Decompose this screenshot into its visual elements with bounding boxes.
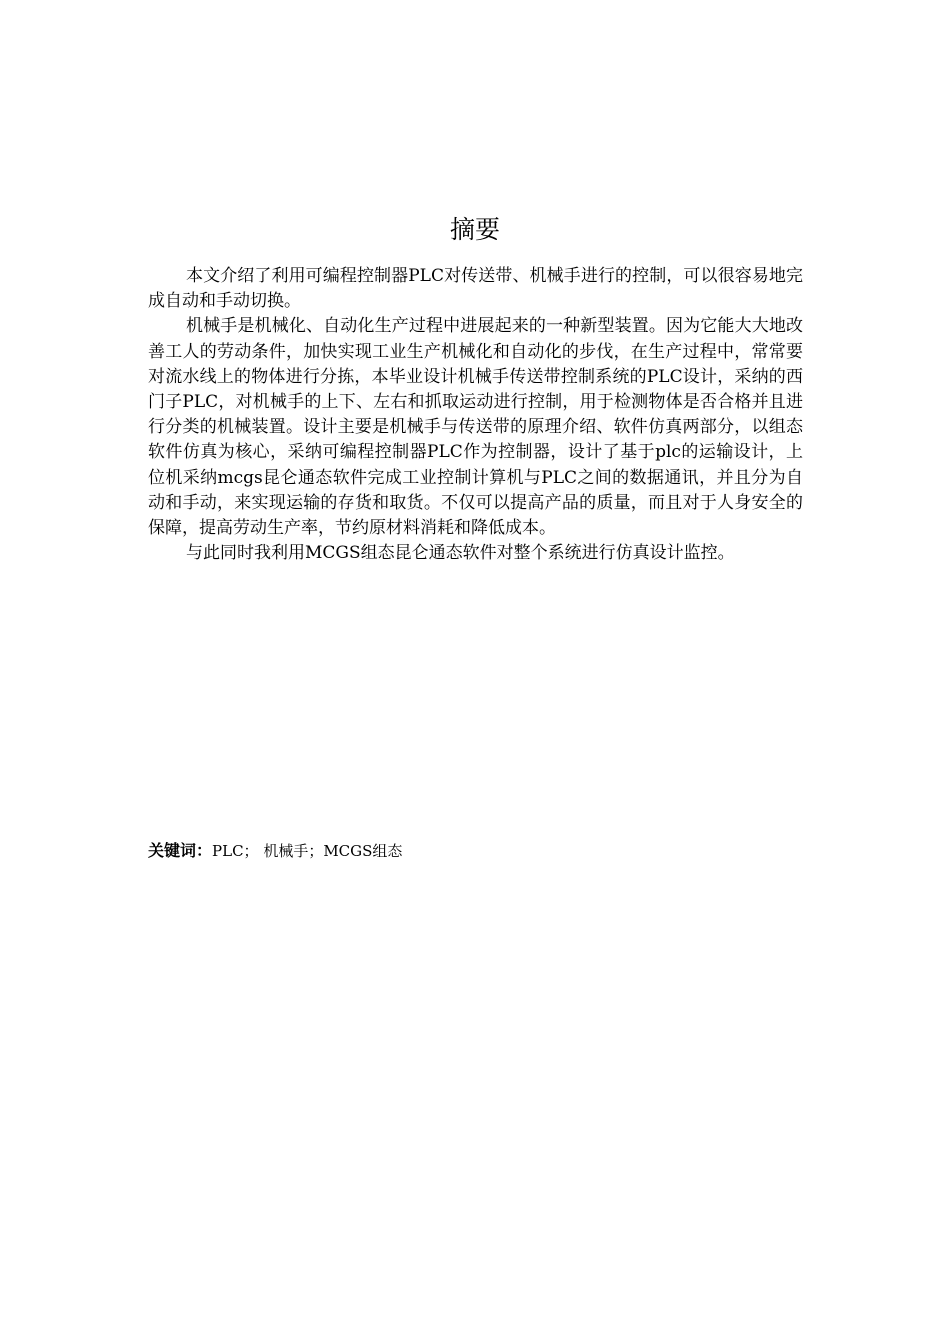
- abstract-body: [148, 264, 803, 566]
- abstract-paragraph-2: 机械手是机械化、自动化生产过程中进展起来的一种新型装置。因为它能大大地改善工人的劳动条件，加快实现工业生产机械化和自动化的步伐，在生产过程中，常常要对流水线上的物体进行分拣，本毕业设计机械手传送带控制系统的PLC设计，采纳的西门子PLC，对机械手的上下、左右和抓取运动进行控制，用于检测物体是否合格并且进行分类的机械装置。设计主要是机械手与传送带的原理介绍、软件仿真两部分，以组态软件仿真为核心，采纳可编程控制器PLC作为控制器，设计了基于plc的运输设计，上位机采纳mcgs昆仑通态软件完成工业控制计算机与PLC之间的数据通讯，并且分为自动和手动，来实现运输的存货和取货。不仅可以提高产品的质量，而且对于人身安全的保障，提高劳动生产率，节约原材料消耗和降低成本。: [148, 316, 803, 539]
- abstract-title: 摘要: [449, 215, 500, 244]
- abstract-paragraph-3: 与此同时我利用MCGS组态昆仑通态软件对整个系统进行仿真设计监控。: [186, 543, 735, 564]
- keywords-label: 关键词：: [148, 841, 213, 860]
- keywords-line: [148, 840, 803, 862]
- keywords-value: PLC； 机械手；MCGS组态: [212, 842, 403, 860]
- abstract-paragraph-1: 本文介绍了利用可编程控制器PLC对传送带、机械手进行的控制，可以很容易地完成自动和手动切换。: [148, 266, 803, 312]
